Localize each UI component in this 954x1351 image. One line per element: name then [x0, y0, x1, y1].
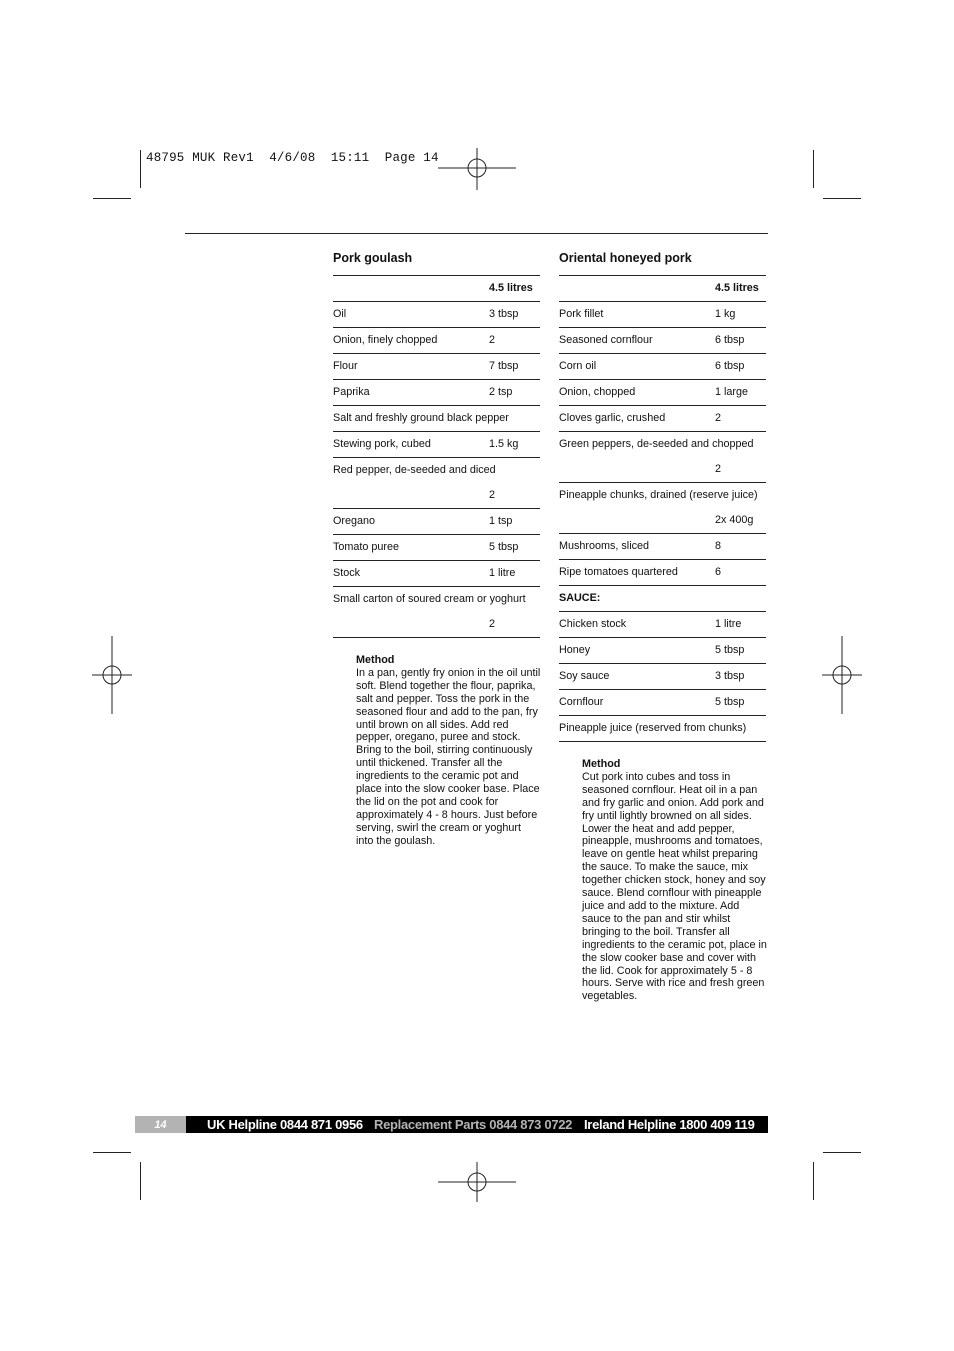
- ingredient-quantity: 1 litre: [715, 618, 742, 630]
- table-row: [333, 432, 540, 458]
- section-label: SAUCE:: [559, 592, 601, 604]
- recipe-title: Pork goulash: [333, 251, 413, 265]
- crop-mark-top-right-vertical: [813, 150, 814, 188]
- table-row: [333, 354, 540, 380]
- ingredient-quantity: 2 tsp: [489, 386, 513, 398]
- ingredient-quantity: 1.5 kg: [489, 438, 519, 450]
- ingredient-quantity: 1 kg: [715, 308, 736, 320]
- table-row: [559, 664, 766, 690]
- ingredient-name: Pork fillet: [559, 308, 604, 320]
- table-row: [559, 690, 766, 716]
- recipe-pork-goulash: [333, 233, 540, 848]
- ingredient-quantity: 5 tbsp: [489, 541, 519, 553]
- table-row: [333, 509, 540, 535]
- table-row: [559, 406, 766, 432]
- ingredient-name: Corn oil: [559, 360, 597, 372]
- method-section: [356, 654, 541, 848]
- crop-mark-top-left-vertical: [140, 150, 141, 188]
- crop-mark-top-left-horizontal: [93, 198, 131, 199]
- ingredient-quantity: 8: [715, 540, 722, 552]
- ingredient-name: Stewing pork, cubed: [333, 438, 431, 450]
- ingredient-name: Red pepper, de-seeded and diced: [333, 464, 496, 476]
- ingredient-name: Pineapple chunks, drained (reserve juice): [559, 489, 758, 501]
- ingredient-name: Flour: [333, 360, 358, 372]
- table-row: [559, 354, 766, 380]
- table-row: [559, 380, 766, 406]
- ingredient-quantity: 5 tbsp: [715, 644, 745, 656]
- table-row: [559, 432, 766, 483]
- replacement-parts-line: Replacement Parts 0844 873 0722: [374, 1117, 573, 1132]
- table-header-row: [333, 276, 540, 302]
- footer-helpline-bar: [135, 1116, 768, 1133]
- ingredients-table: [559, 275, 766, 742]
- ingredient-name: Seasoned cornflour: [559, 334, 653, 346]
- ingredient-name: Small carton of soured cream or yoghurt: [333, 593, 526, 605]
- ingredient-quantity: 1 large: [715, 386, 749, 398]
- ingredient-name: Cloves garlic, crushed: [559, 412, 666, 424]
- ingredient-name: Onion, chopped: [559, 386, 636, 398]
- page-number: 14: [135, 1116, 186, 1133]
- ingredient-name: Cornflour: [559, 696, 604, 708]
- uk-helpline: UK Helpline 0844 871 0956: [207, 1117, 363, 1132]
- registration-mark-right-icon: [822, 636, 862, 714]
- crop-mark-bottom-left-vertical: [140, 1162, 141, 1200]
- ingredient-quantity: 3 tbsp: [489, 308, 519, 320]
- table-row: [333, 561, 540, 587]
- ingredient-quantity: 3 tbsp: [715, 670, 745, 682]
- table-row: [559, 328, 766, 354]
- table-row: [559, 638, 766, 664]
- table-row: [559, 612, 766, 638]
- ingredient-quantity: 7 tbsp: [489, 360, 519, 372]
- crop-mark-bottom-right-vertical: [813, 1162, 814, 1200]
- ingredient-quantity: 2: [489, 334, 496, 346]
- method-text: In a pan, gently fry onion in the oil until soft. Blend together the flour, paprika, salt and pepper. Toss the pork in the seasoned flour and add to the pan, fry until brown on all sides. Add red pepper, oregano, puree and stock. Bring to the boil, stirring continuously until thickened. Transfer all the ingredients to the ceramic pot and place into the slow cooker base. Place the lid on the pot and cook for approximately 4 - 8 hours. Just before serving, swirl the cream or yoghurt into the goulash.: [356, 666, 541, 847]
- ingredient-name: Oil: [333, 308, 347, 320]
- ingredient-name: Paprika: [333, 386, 370, 398]
- crop-mark-bottom-left-horizontal: [93, 1152, 131, 1153]
- crop-mark-bottom-right-horizontal: [823, 1152, 861, 1153]
- table-header-row: [559, 276, 766, 302]
- ingredients-table: [333, 275, 540, 638]
- ingredient-name: Stock: [333, 567, 361, 579]
- method-heading: Method: [356, 654, 395, 666]
- ingredient-quantity: 2x 400g: [715, 514, 754, 526]
- table-row: [333, 302, 540, 328]
- crop-mark-top-right-horizontal: [823, 198, 861, 199]
- method-text: Cut pork into cubes and toss in seasoned cornflour. Heat oil in a pan and fry garlic and onion. Add pork and fry until lightly browned on all sides. Lower the heat and add pepper, pineapple, mushrooms and tomatoes, leave on gentle heat whilst preparing the sauce. To make the sauce, mix together chicken stock, honey and soy sauce. Blend cornflour with pineapple juice and add to the mixture. Add sauce to the pan and stir whilst bringing to the boil. Transfer all ingredients to the ceramic pot, place in the slow cooker base and cover with the lid. Cook for approximately 5 - 8 hours. Serve with rice and fresh green vegetables.: [582, 770, 767, 1003]
- ingredient-quantity: 1 tsp: [489, 515, 513, 527]
- sauce-section-row: [559, 586, 766, 612]
- table-row: [559, 560, 766, 586]
- table-row: [333, 458, 540, 509]
- ingredient-quantity: 5 tbsp: [715, 696, 745, 708]
- ingredient-quantity: 6 tbsp: [715, 334, 745, 346]
- ingredient-quantity: 2: [715, 463, 722, 475]
- ingredient-quantity: 6 tbsp: [715, 360, 745, 372]
- ingredient-name: Chicken stock: [559, 618, 627, 630]
- registration-mark-bottom-icon: [438, 1162, 516, 1202]
- capacity-header: 4.5 litres: [715, 282, 759, 294]
- ingredient-name: Mushrooms, sliced: [559, 540, 650, 552]
- ingredient-name: Honey: [559, 644, 591, 656]
- registration-mark-top-icon: [438, 148, 516, 190]
- ingredient-name: Green peppers, de-seeded and chopped: [559, 438, 754, 450]
- ingredient-name: Ripe tomatoes quartered: [559, 566, 678, 578]
- ingredient-quantity: 2: [489, 618, 496, 630]
- table-row: [559, 716, 766, 742]
- table-row: [333, 587, 540, 638]
- ingredient-quantity: 1 litre: [489, 567, 516, 579]
- table-row: [333, 380, 540, 406]
- table-row: [559, 483, 766, 534]
- table-row: [333, 406, 540, 432]
- ingredient-name: Pineapple juice (reserved from chunks): [559, 722, 747, 734]
- method-section: [582, 758, 767, 1003]
- table-row: [559, 302, 766, 328]
- ingredient-quantity: 2: [715, 412, 722, 424]
- ireland-helpline: Ireland Helpline 1800 409 119: [584, 1117, 755, 1132]
- recipe-oriental-honeyed-pork: [559, 233, 766, 1003]
- recipe-title: Oriental honeyed pork: [559, 251, 692, 265]
- table-row: [333, 535, 540, 561]
- print-slug: 48795 MUK Rev1 4/6/08 15:11 Page 14: [146, 151, 439, 165]
- table-row: [559, 534, 766, 560]
- ingredient-name: Onion, finely chopped: [333, 334, 438, 346]
- ingredient-quantity: 6: [715, 566, 722, 578]
- capacity-header: 4.5 litres: [489, 282, 533, 294]
- table-row: [333, 328, 540, 354]
- ingredient-name: Soy sauce: [559, 670, 610, 682]
- registration-mark-left-icon: [92, 636, 132, 714]
- ingredient-name: Tomato puree: [333, 541, 400, 553]
- ingredient-quantity: 2: [489, 489, 496, 501]
- ingredient-name: Oregano: [333, 515, 376, 527]
- method-heading: Method: [582, 758, 621, 770]
- ingredient-name: Salt and freshly ground black pepper: [333, 412, 509, 424]
